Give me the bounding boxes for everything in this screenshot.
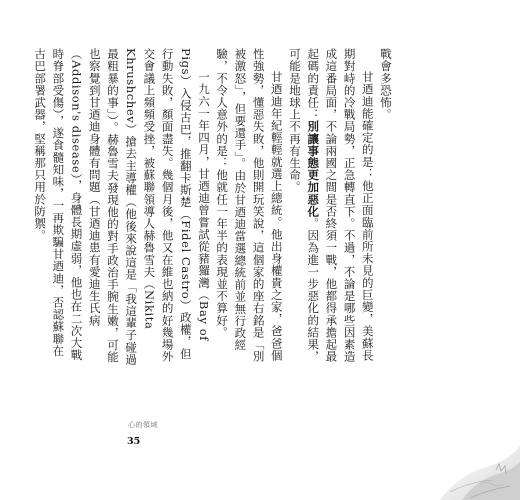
running-footer-title: 心的領域 bbox=[128, 421, 158, 429]
page-number: 35 bbox=[127, 436, 141, 447]
body-text bbox=[33, 48, 395, 368]
emphasis-text: 別讓事態更加惡化 bbox=[306, 120, 321, 218]
paragraph-0: 戰會多恐怖。 bbox=[379, 48, 393, 121]
paragraph-1-text: 甘迺迪能確定的是：他正面臨前所未見的巨變，美蘇長期對峙的冷戰局勢，正急轉直下。不過，不論是哪些因素造成這番局面，不論兩國之間是否終須一戰，他都得承擔起最起碼的責任： bbox=[306, 48, 375, 363]
paragraph-3: 一九六一年四月，甘迺迪曾嘗試從豬玀灣（Bay of Pigs）入侵古巴，推翻卡斯楚（Fidel Castro）政權，但行動失敗，顏面盡失。幾個月後，他又在維也納的好幾場外交會議上頻頻受挫，被蘇聯領導人赫魯雪夫（Nikita Khrushchev）搶去主導權（他後來說這是「我這輩子碰過最粗暴的事」）。赫魯雪夫發現他的對手政治手腕生嫩，可能也察覺到甘迺迪身體有問題（甘迺迪患有愛迪生氏病（Addison's disease），身體長期虛弱，他也在二次大戰時脊部受傷），遂食髓知味，一再欺騙甘迺迪，否認蘇聯在古巴部署武器，堅稱那只用於防禦。 bbox=[33, 48, 211, 366]
paragraph-1 bbox=[286, 48, 377, 368]
paragraph-1-end: 。因為進一步惡化的結果，可能是地球上不再有生命。 bbox=[287, 48, 321, 363]
paragraph-2: 甘迺迪年紀輕輕就選上總統。他出身權貴之家，爸爸個性強勢，懂惡失敗，他則開玩笑說，這個家的座右銘是「別被激怒」，但要還手」。由於甘迺迪當選總統前並無行政經驗，不令人意外的是：他就任一年半的表現並不算好。 bbox=[215, 48, 284, 363]
corner-illustration bbox=[410, 420, 520, 500]
